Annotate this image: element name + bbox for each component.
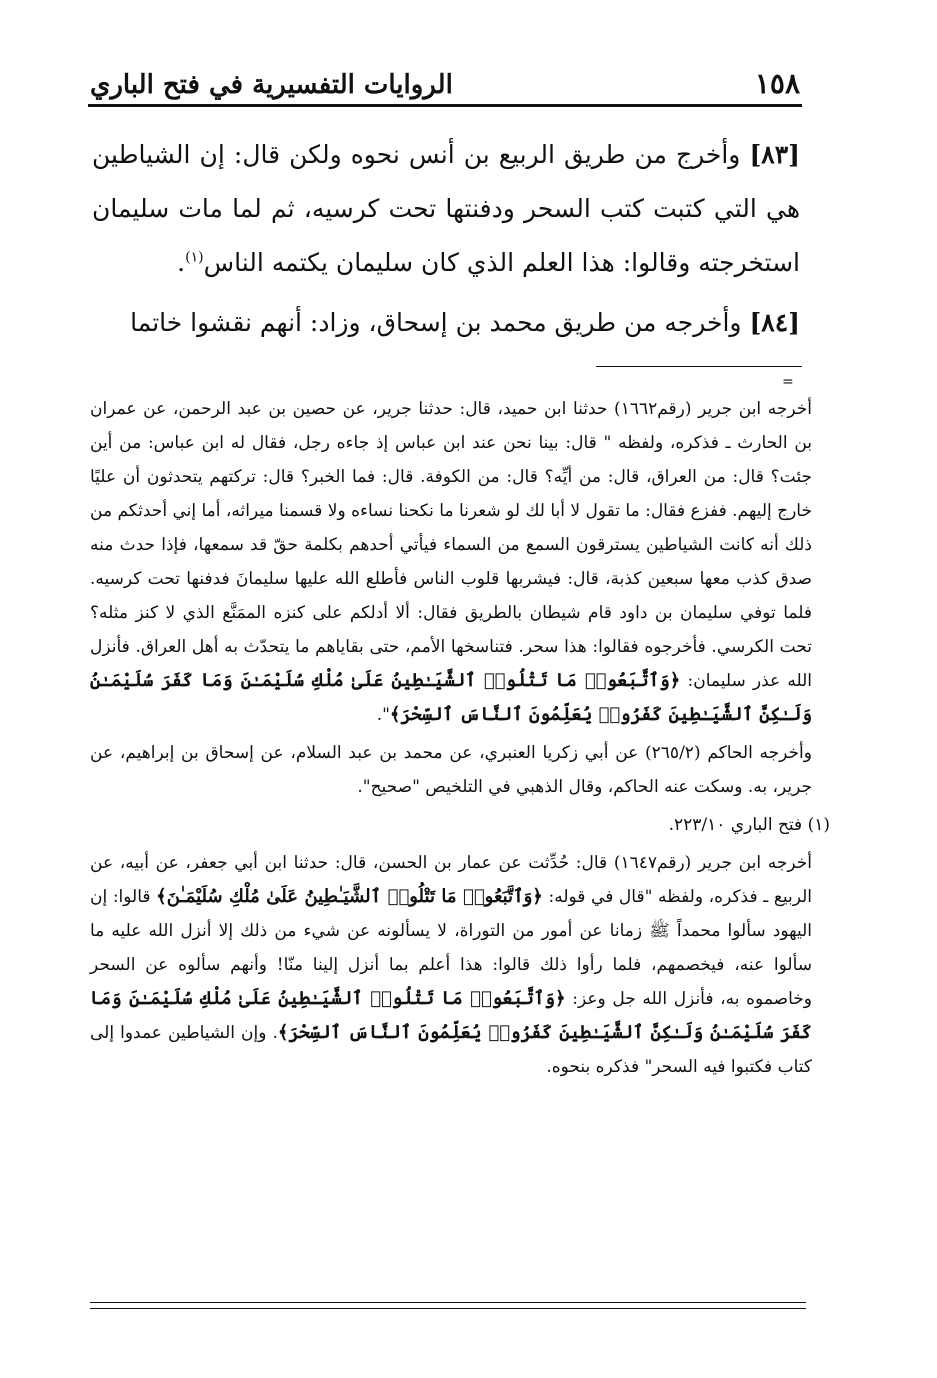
footnotes [90, 392, 830, 1088]
main-text [92, 128, 800, 356]
note-text: . وإن الشياطين عمدوا إلى كتاب فكتبوا فيه السحر" فذكره بنحوه. [90, 1023, 812, 1077]
note-hakim: وأخرجه الحاكم (٢٦٥/٢) عن أبي زكريا العنبري، عن محمد بن عبد السلام، عن إسحاق بن إبراهيم، عن جرير، به. وسكت عنه الحاكم، وقال الذهبي في التلخيص "صحيح". [90, 743, 812, 797]
paragraph-text: وأخرج من طريق الربيع بن أنس نحوه ولكن قال: إن الشياطين هي التي كتبت كتب السحر ودفنتها تحت كرسيه، ثم لما مات سليمان استخرجته وقالوا: هذا العلم الذي كان سليمان يكتمه الناس [92, 140, 800, 277]
paragraph-84 [92, 296, 800, 350]
continuation-mark: = [782, 374, 794, 390]
footer-rule [90, 1308, 806, 1309]
footnote-ref[interactable]: (١) [185, 249, 204, 266]
paragraph-text: وأخرجه من طريق محمد بن إسحاق، وزاد: أنهم نقشوا خاتما [130, 308, 742, 337]
quran-verse: ﴿وَٱتَّبَعُوا۟ مَا تَتْلُوا۟ ٱلشَّيَـٰطِينُ عَلَىٰ مُلْكِ سُلَيْمَـٰنَ وَمَا كَفَرَ سُلَيْمَـٰنُ وَلَـٰكِنَّ ٱلشَّيَـٰطِينَ كَفَرُوا۟ يُعَلِّمُونَ ٱلنَّاسَ ٱلسِّحْرَ﴾ [90, 988, 812, 1043]
footnote-separator [596, 366, 802, 367]
note-ibn-jarir-1647 [90, 846, 812, 1084]
paragraph-83 [92, 128, 800, 290]
note-text: أخرجه ابن جرير (رقم١٦٤٧) قال: حُدِّثت عن عمار بن الحسن، قال: حدثنا ابن أبي جعفر، عن أبيه، عن الربيع ـ فذكره، ولفظه "قال في قوله: [90, 853, 813, 907]
page-number: ١٥٨ [754, 67, 800, 100]
footer-rule [90, 1302, 806, 1303]
quran-verse: ﴿وَٱتَّبَعُوا۟ مَا تَتْلُوا۟ ٱلشَّيَـٰطِينُ عَلَىٰ مُلْكِ سُلَيْمَـٰنَ﴾ [156, 886, 543, 907]
running-title: الروايات التفسيرية في فتح الباري [90, 70, 453, 100]
note-text: قالوا: إن اليهود سألوا محمداً ﷺ زمانا عن أمور من التوراة، لا يسألونه عن شيء من ذلك إلا أنزل الله عليه ما سألوا عنه، فيخصمهم، فلما رأوا ذلك قالوا: هذا أعلم بما أنزل إلينا منّا! وأنهم سألوه عن السحر وخاصموه به، فأنزل الله جل وعز: [90, 887, 812, 1009]
header-rule [88, 104, 802, 107]
page-header [90, 60, 800, 100]
note-text: أخرجه ابن جرير (رقم١٦٦٢) حدثنا ابن حميد، قال: حدثنا جرير، عن حصين بن عبد الرحمن، عن عمران بن الحارث ـ فذكره، ولفظه " قال: بينا نحن عند ابن عباس إذ جاءه رجل، فقال له ابن عباس: من أين جئت؟ قال: من العراق، قال: من أيِّه؟ قال: من الكوفة. قال: فما الخبر؟ قال: تركتهم يتحدثون أن عليًا خارج إليهم. ففزع فقال: ما تقول لا أبا لك لو شعرنا ما نكحنا نساءه ولا قسمنا ميراثه، أما إني أحدثكم من ذلك أنه كانت الشياطين يسترقون السمع من السماء فيأتي أحدهم بكلمة حقّ قد سمعها، فإذا حدث منه صدق كذب معها سبعين كذبة، قال: فيشربها قلوب الناس فأطلع الله عليها سليمانَ فدفنها تحت كرسيه. فلما توفي سليمان بن داود قام شيطان بالطريق فقال: ألا أدلكم على كنزه الممَنَّع الذي لا كنز مثله؟ تحت الكرسي. فأخرجوه فقالوا: هذا سحر. فتناسخها الأمم، حتى بقاياهم ما يتحدّث به أهل العراق. فأنزل الله عذر سليمان: [90, 399, 813, 691]
note-ibn-jarir-1662 [90, 392, 812, 732]
quran-verse: ﴿وَٱتَّبَعُوا۟ مَا تَتْلُوا۟ ٱلشَّيَـٰطِينُ عَلَىٰ مُلْكِ سُلَيْمَـٰنَ وَمَا كَفَرَ سُلَيْمَـٰنُ وَلَـٰكِنَّ ٱلشَّيَـٰطِينَ كَفَرُوا۟ يُعَلِّمُونَ ٱلنَّاسَ ٱلسِّحْرَ﴾ [90, 670, 812, 725]
footnote-1: (١) فتح الباري ٢٢٣/١٠. [668, 815, 830, 835]
paragraph-number: [٨٣] [749, 140, 800, 169]
punctuation: . [177, 248, 186, 277]
paragraph-number: [٨٤] [749, 308, 800, 337]
note-text: ". [376, 705, 390, 725]
